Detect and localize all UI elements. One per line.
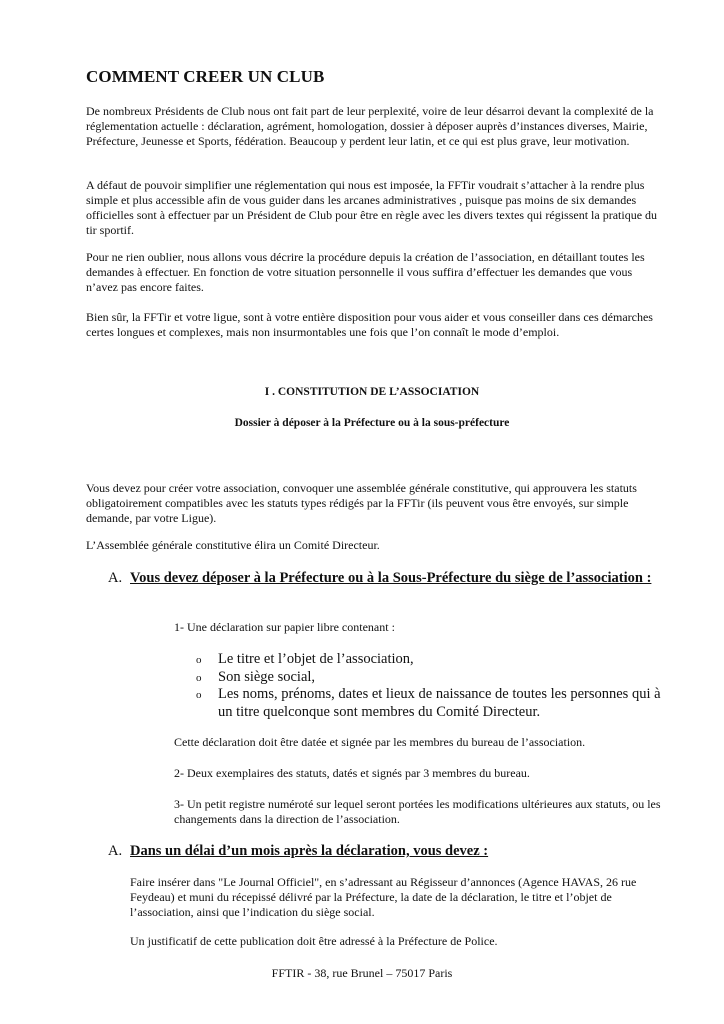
part-a2-letter: A. [108,843,123,859]
section-paragraph-2: L’Assemblée générale constitutive élira un Comité Directeur. [86,538,380,552]
part-a2-heading-text: Dans un délai d’un mois après la déclaration, vous devez : [130,843,489,859]
page-title: COMMENT CREER UN CLUB [86,67,325,86]
justification-paragraph: Un justificatif de cette publication doit être adressé à la Préfecture de Police. [130,934,498,948]
list-item [196,651,666,669]
intro-paragraph-3: Pour ne rien oublier, nous allons vous décrire la procédure depuis la création de l’association, en détaillant toutes les demandes à effectuer. En fonction de votre situation personnelle il vous suffira d’effectuer les demandes que vous n’avez pas encore faites. [86,250,645,294]
journal-paragraph: Faire insérer dans "Le Journal Officiel", en s’adressant au Régisseur d’annonces (Agence HAVAS, 26 rue Feydeau) et muni du récepissé délivré par la Préfecture, la date de la déclaration, le titre et l’objet de l’association, ainsi que l’indication du siège social. [130,875,637,919]
bullet-marker: o [196,671,202,684]
page-footer: FFTIR - 38, rue Brunel – 75017 Paris [271,966,453,980]
declaration-note: Cette déclaration doit être datée et signée par les membres du bureau de l’association. [174,735,586,749]
intro-paragraph-1: De nombreux Présidents de Club nous ont fait part de leur perplexité, voire de leur désarroi devant la complexité de la réglementation actuelle : déclaration, agrément, homologation, dossier à déposer auprès d’instances diverses, Mairie, Préfecture, Jeunesse et Sports, fédération. Beaucoup y perdent leur latin, et ce qui est plus grave, leur motivation. [86,104,654,148]
part-a-heading [108,570,668,587]
intro-paragraph-2: A défaut de pouvoir simplifier une réglementation qui nous est imposée, la FFTir voudrait s’attacher à la rendre plus simple et plus accessible afin de vous guider dans les arcanes administratives , puisque pas moins de six demandes officielles sont à effectuer par un Président de Club pour être en règle avec les divers textes qui régissent la pratique du tir sportif. [86,178,658,237]
bullet-marker: o [196,654,202,666]
item-1: 1- Une déclaration sur papier libre contenant : [174,620,395,634]
intro-paragraph-4: Bien sûr, la FFTir et votre ligue, sont à votre entière disposition pour vous aider et vous conseiller dans ces démarches certes longues et complexes, mais non insurmontables une fois que l’on connaît le mode d’emploi. [86,310,653,339]
bullet-text: Les noms, prénoms, dates et lieux de naissance de toutes les personnes qui à un titre quelconque sont membres du Comité Directeur. [218,686,661,720]
part-a2-heading [108,843,668,860]
bullet-text: Son siège social, [218,668,316,685]
bullet-marker: o [196,689,202,701]
section-title: I . CONSTITUTION DE L’ASSOCIATION [264,386,480,398]
list-item [196,669,666,687]
bullet-text: Le titre et l’objet de l’association, [218,651,414,667]
item-3: 3- Un petit registre numéroté sur lequel seront portées les modifications ultérieures aux statuts, ou les changements dans la direction de l’association. [174,797,661,826]
item-2: 2- Deux exemplaires des statuts, datés et signés par 3 membres du bureau. [174,766,530,780]
part-a-heading-text: Vous devez déposer à la Préfecture ou à la Sous-Préfecture du siège de l’association : [130,570,652,586]
section-subtitle: Dossier à déposer à la Préfecture ou à la sous-préfecture [234,417,510,429]
section-paragraph-1: Vous devez pour créer votre association, convoquer une assemblée générale constitutive, qui approuvera les statuts obligatoirement compatibles avec les statuts types rédigés par la FFTir (ils peuvent vous être envoyés, sur simple demande, par votre Ligue). [86,481,637,525]
list-item [196,686,666,721]
part-a-letter: A. [108,570,123,586]
bullet-list [196,651,666,721]
